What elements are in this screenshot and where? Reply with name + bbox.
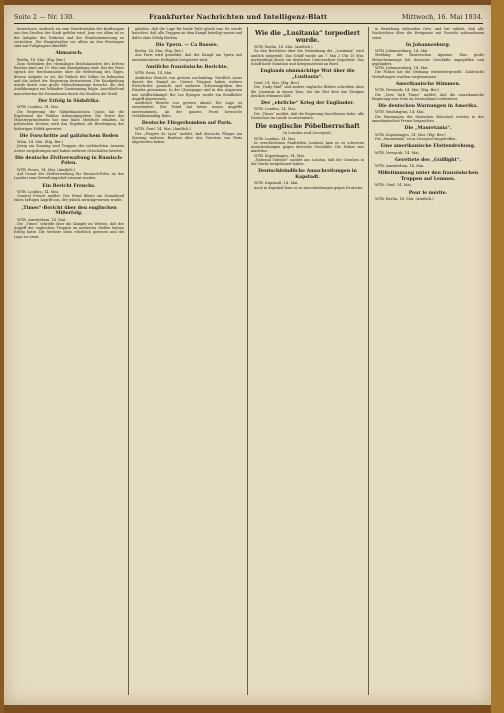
article-headline: Gerettete des „Gulflight“. bbox=[395, 157, 461, 163]
article-dateline: WTB. Johannesburg, 14. Mai. bbox=[375, 49, 429, 54]
article-paragraph: Die „Times“ meldet, daß die Regierung beschlossen habe, alle Deutschen im Lande zu internieren. bbox=[251, 111, 364, 120]
article-dateline: Genf, 14. Mai. (Eig. Ber.) bbox=[254, 81, 300, 86]
column-3 bbox=[251, 27, 364, 695]
article-paragraph: Jetzig am Sonntag sind Truppen der verbündeten Armeen weiter vorgedrungen und haben mehrere Ortschaften besetzt. bbox=[14, 144, 124, 153]
article-paragraph: Die Polizei hat die Ordnung wiederhergestellt. Zahlreiche Verhaftungen wurden vorgenommen. bbox=[372, 70, 484, 79]
article-paragraph: General French meldet: Der Feind führte am Sonnabend einen heftigen Angriff aus, der jedoch zurückgewiesen wurde. bbox=[14, 194, 124, 203]
article-headline: Die deutschen Warnungen in Amerika. bbox=[378, 104, 478, 110]
article-headline: Der „ehrliche“ Krieg der Engländer. bbox=[261, 101, 354, 107]
article-headline: Amerikanische Stimmen. bbox=[395, 81, 461, 87]
article-paragraph: Die „Daily Mail“ und andere englische Blätter schreiben über die Lusitania in einem Tone, der die Wut über das Ereignis deutlich erkennen läßt. bbox=[251, 85, 364, 98]
column-4 bbox=[372, 27, 484, 695]
article-paragraph: Die „Mauretania“ ist in Liverpool eingetroffen. bbox=[375, 136, 457, 141]
article-headline: In Johannesburg. bbox=[405, 42, 451, 48]
article-dateline: WTB. London, 14. Mai. bbox=[254, 107, 296, 112]
article-headline: Eine amerikanische Flottendrohung. bbox=[380, 144, 476, 150]
column-rule bbox=[247, 27, 248, 695]
article-dateline: WTB. Kapstadt, 14. Mai. bbox=[254, 181, 299, 186]
article-paragraph: Die Warnungen der deutschen Botschaft werden in der amerikanischen Presse besprochen. bbox=[372, 114, 484, 123]
article-headline: Wie die „Lusitania“ torpediert wurde. bbox=[255, 30, 360, 44]
column-rule bbox=[368, 27, 369, 695]
column-1 bbox=[14, 27, 124, 695]
article-headline: Die Forschritte auf galizischem Boden bbox=[19, 133, 119, 139]
article-paragraph: Die „New York Times“ meldet, daß die amerikanische Regierung eine Note an Deutschland vorbereitet. bbox=[372, 92, 484, 101]
article-headline: Die englische Pöbelherrschaft bbox=[255, 123, 360, 131]
article-dateline: WTB. Amsterdam, 14. Mai. bbox=[17, 217, 67, 222]
article-dateline: WTB. London, 14. Mai. bbox=[254, 136, 296, 141]
article-dateline: WTB. Amsterdam, 14. Mai. bbox=[375, 164, 425, 169]
article-headline: Englands ohnmächtige Wut über die „Lusitania“. bbox=[260, 69, 355, 80]
article-paragraph: Die „Times“ schreibt über die Kämpfe im Westen, daß der Angriff der englischen Truppen an mehreren Stellen keinen Erfolg hatte. Die Verluste seien erheblich gewesen und die Lage sei ernst. bbox=[14, 221, 124, 239]
article-paragraph: Auf Grund der Zivilverwaltung für Russisch-Polen ist der Landrat zum Verwaltungschef ernannt worden. bbox=[14, 172, 124, 181]
article-headline: Deutschfeindliche Ausschreitungen in Kapstadt. bbox=[258, 169, 357, 180]
article-dateline: Berlin, 14. Mai. (Eig. Ber.) bbox=[135, 49, 183, 54]
header-date: Mittwoch, 16. Mai 1934. bbox=[401, 13, 483, 21]
article-dateline: WTB. Berlin, 14. Mai. (Amtlich.) bbox=[254, 45, 313, 49]
column-rule bbox=[128, 27, 129, 695]
article-headline: Amtliche französische Berichte. bbox=[145, 64, 229, 70]
article-headline: Ein Bericht Frenchs. bbox=[42, 183, 96, 189]
article-paragraph: in Beziehung stehenden Orte, und hat erklärt, daß alle Nachrichten über die Ereignisse mit Vorsicht aufzunehmen seien. bbox=[372, 27, 484, 40]
article-paragraph: Aus Paris wird gemeldet, daß der Kampf um Ypern mit unverminderter Heftigkeit fortgesetzt wird. bbox=[132, 53, 242, 62]
column-2 bbox=[132, 27, 242, 695]
article-paragraph: Amtlicher Bericht von gestern nachmittag: Nördlich Arras dauert der Kampf an. Unsere Truppen haben weitere Fortschritte gemacht und mehrere Schützengräben des Feindes genommen. In der Champagne und in den Argonnen nur Artilleriekampf. Bei Les Eparges wurde ein feindlicher Angriff abgewiesen. bbox=[132, 75, 242, 101]
article-paragraph: Die Regierung der Südafrikanischen Union hat die Ergebnisse der Wahlen bekanntgegeben. Die Partei des Ministerpräsidenten hat eine klare Mehrheit erhalten. In politischen Kreisen wird das Ergebnis als Bestätigung der bisherigen Politik gewertet. bbox=[14, 109, 124, 131]
article-dateline: WTB. Kopenhagen, 14. Mai. (Eig. Ber.) bbox=[375, 132, 446, 137]
article-dateline: WTB. Berlin, 14. Mai. (Amtlich.) bbox=[375, 196, 434, 201]
article-paragraph: Meldung der Reuterschen Agentur: Eine große Menschenmenge hat deutsche Geschäfte angegriffen und geplündert. bbox=[372, 53, 484, 66]
article-dateline: Wien, 14. Mai. (Eig. Ber.) bbox=[17, 140, 64, 145]
article-headline: Die „Mauretania“. bbox=[404, 126, 452, 132]
article-dateline: WTB. Johannesburg, 14. Mai. bbox=[375, 66, 429, 71]
article-dateline: WTB. Genf, 14. Mai. bbox=[375, 183, 412, 188]
article-headline: Deutsche Fliegerbomben auf Paris. bbox=[141, 121, 233, 127]
page-header bbox=[14, 11, 483, 24]
article-dateline: WTB. Paris, 14. Mai. bbox=[135, 71, 173, 76]
binding-edge bbox=[491, 0, 504, 713]
article-dateline: WTB. London, 14. Mai. bbox=[17, 105, 59, 110]
article-paragraph: Zu den Berichten über die Versenkung der „Lusitania“ wird amtlich mitgeteilt: Das Schiff wurde am 7. Mai 2 Uhr 15 Min. nachmittags durch ein deutsches Unterseeboot torpediert. Das Schiff hatte Munition und Kriegsmaterial an Bord. bbox=[251, 49, 364, 66]
article-headline: Die Ypern. — Ca Bassée. bbox=[155, 42, 219, 48]
article-headline: Abmarsch. bbox=[55, 51, 83, 57]
article-paragraph: Der „Progrès de Lyon“ meldet, daß deutsche Flieger am Sonntag mehrere Bomben über den Vororten von Paris abgeworfen haben. bbox=[132, 131, 242, 145]
article-dateline: WTB. London, 14. Mai. bbox=[17, 189, 59, 194]
article-headline: „Times“-Bericht über den englischen Mißerfolg. bbox=[21, 205, 117, 217]
article-headline: Der Erfolg in Südafrika. bbox=[38, 98, 100, 104]
article-dateline: WTB. Newyork, 14. Mai. bbox=[375, 150, 420, 155]
article-headline: Die deutsche Zivilverwaltung in Russisch-Polen. bbox=[14, 155, 124, 167]
header-masthead: Frankfurter Nachrichten und Intelligenz-Blatt bbox=[149, 13, 328, 21]
article-paragraph: Amtlicher Bericht von gestern abend: Die Lage ist unverändert. Der Feind hat keine neuen Angriffe unternommen. An der ganzen Front herrschte verhältnismäßig Ruhe. bbox=[132, 101, 242, 118]
article-dateline: WTB. Washington, 14. Mai. bbox=[375, 110, 425, 115]
article-dateline: WTB. Newyork, 14. Mai. (Eig. Ber.) bbox=[375, 88, 440, 93]
newspaper-page bbox=[4, 5, 491, 705]
article-dateline: WTB. Posen, 14. Mai. (Amtlich.) bbox=[17, 167, 76, 172]
article-subheadline: In London und Liverpool. bbox=[283, 130, 332, 136]
article-paragraph: Zum Gedenken des ehemaligen Reichskanzlers des Dritten Reiches fand am 19. Mai eine Kundgebung statt. Bei der Feier sprach der Reichsminister über die Bedeutung des Tages, dessen Aufgabe es sei, die Einheit des Volkes zu bekunden und die Arbeit der Regierung fortzusetzen. Die Kundgebung wurde durch eine große Menschenmenge besucht, die den Ausführungen mit lebhafter Zustimmung folgte. Anschließend marschierten die Formationen durch die Straßen der Stadt. bbox=[14, 61, 124, 96]
article-paragraph: „National Tidende“ meldet aus London, daß die Unruhen in der Nacht fortgedauert haben. bbox=[251, 157, 364, 167]
article-dateline: WTB. Genf, 14. Mai. (Amtlich.) bbox=[135, 127, 191, 132]
article-headline: Mißstimmung unter den französischen Truppen auf Lemnos. bbox=[377, 171, 479, 182]
header-page-number: Seite 2 — Nr. 130. bbox=[14, 13, 75, 21]
article-headline: Pour le mérite. bbox=[408, 190, 448, 196]
article-dateline: WTB. Kopenhagen, 14. Mai. bbox=[254, 153, 305, 158]
article-paragraph: geladen, daß die Lage für beide Teile gleich war. Es wurde berichtet, daß alle Truppen an dem Kampf beteiligt waren und dabei ohne Erfolg blieben. bbox=[132, 27, 242, 40]
article-paragraph: In verschiedenen Stadtteilen Londons kam es zu schweren Ausschreitungen gegen deutsche Geschäfte. Die Polizei war machtlos. bbox=[251, 140, 364, 154]
article-paragraph: Auch in Kapstadt kam es zu Ausschreitungen gegen Deutsche. bbox=[254, 185, 364, 190]
article-paragraph: bezeichnen, wodurch sie zum Verschwinden der Kraftwagen aus den Straßen der Stadt geführt wird. Jene vor allem ist es der Aufgabe des Verkehrs und der Straßenbenutzung zu verzichten. Die Hauptstraßen vor allem an den Feiertagen sind mit Fußgängern überfüllt. bbox=[14, 27, 124, 48]
article-dateline: Berlin, 14. Mai. (Eig. Ber.) bbox=[17, 57, 65, 62]
